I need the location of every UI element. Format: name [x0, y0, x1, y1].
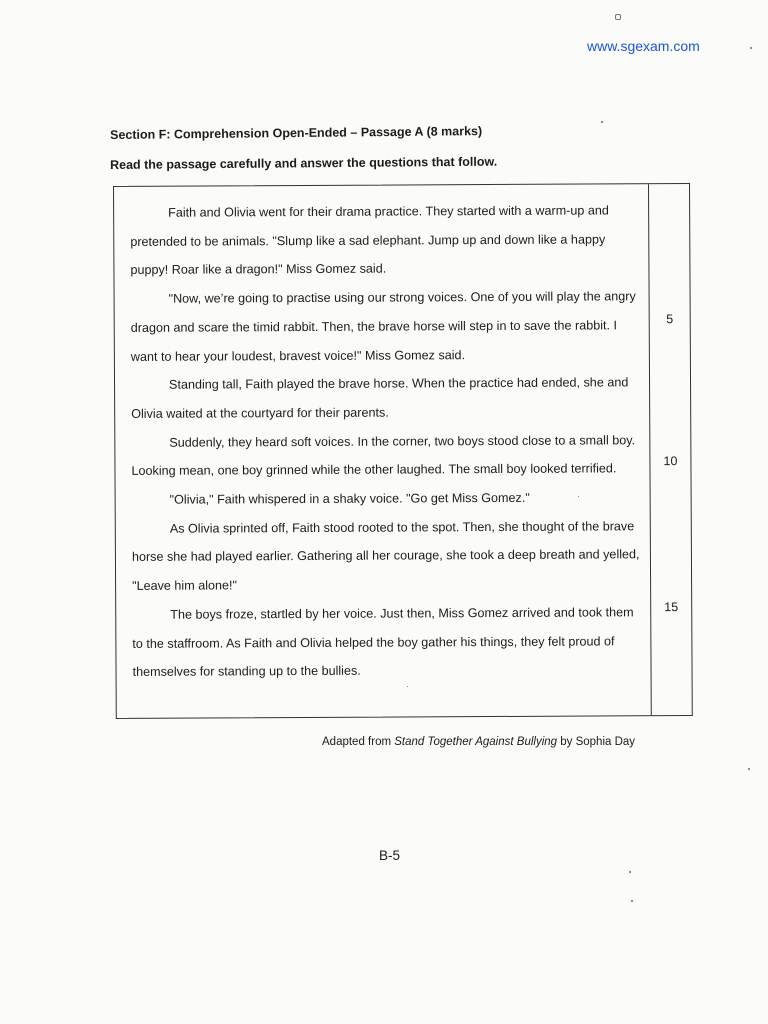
- line-number: 5: [666, 312, 674, 327]
- scan-speck: [629, 871, 631, 873]
- passage-paragraph: Faith and Olivia went for their drama practice. They started with a warm-up and pretended to be animals. "Slump like a sad elephant. Jump up and down like a happy puppy! Roar like a dragon!" Miss Gomez said.: [130, 203, 609, 278]
- passage-paragraph: Suddenly, they heard soft voices. In the corner, two boys stood close to a small boy. Looking mean, one boy grinned while the other laughed. The small boy looked terrified.: [131, 432, 636, 479]
- passage-text: [130, 196, 641, 687]
- line-number-column: [648, 184, 692, 715]
- scan-speck: [748, 768, 750, 770]
- citation-prefix: Adapted from: [322, 736, 395, 748]
- citation-suffix: by Sophia Day: [557, 736, 636, 748]
- passage-paragraph: "Olivia," Faith whispered in a shaky voice. "Go get Miss Gomez.": [169, 490, 530, 507]
- section-title: Section F: Comprehension Open-Ended – Passage A (8 marks): [110, 124, 483, 142]
- passage-paragraph: The boys froze, startled by her voice. Just then, Miss Gomez arrived and took them to the staffroom. As Faith and Olivia helped the boy gather his things, they felt proud of themselves for standing up to the bullies.: [132, 605, 634, 680]
- passage-box: [113, 183, 693, 719]
- citation-title: Stand Together Against Bullying: [394, 736, 558, 748]
- line-number: 10: [663, 454, 678, 469]
- scan-speck: [601, 121, 603, 123]
- page-number: B-5: [379, 848, 401, 863]
- passage-paragraph: Standing tall, Faith played the brave horse. When the practice had ended, she and Olivia waited at the courtyard for their parents.: [131, 375, 629, 421]
- passage-paragraph: As Olivia sprinted off, Faith stood rooted to the spot. Then, she thought of the brave horse she had played earlier. Gathering all her courage, she took a deep breath and yelled, "Leave him alone!": [131, 519, 640, 594]
- instruction-text: Read the passage carefully and answer the questions that follow.: [110, 154, 498, 172]
- source-citation: [322, 736, 635, 748]
- scan-speck: [631, 900, 633, 902]
- scan-speck: [615, 14, 621, 20]
- watermark-url[interactable]: www.sgexam.com: [587, 38, 700, 54]
- scan-speck: [750, 47, 752, 49]
- passage-paragraph: "Now, we’re going to practise using our strong voices. One of you will play the angry dragon and scare the timid rabbit. Then, the brave horse will step in to save the rabbit. I want to hear your loudest, bravest voice!" Miss Gomez said.: [130, 289, 636, 364]
- line-number: 15: [664, 600, 679, 615]
